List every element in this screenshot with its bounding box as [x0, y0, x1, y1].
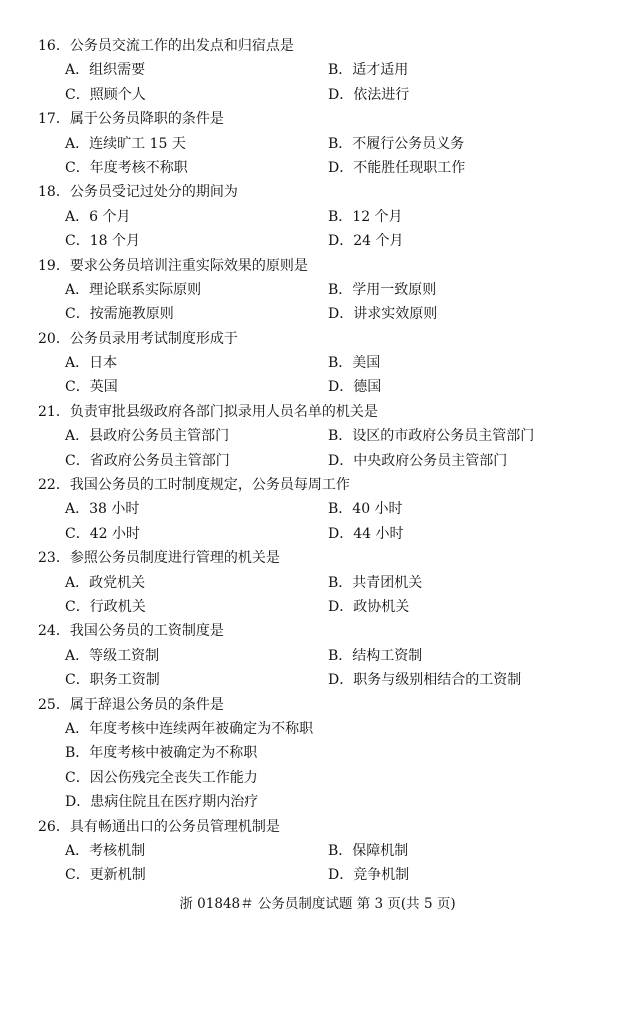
option-letter: C．: [65, 306, 90, 323]
option-letter: C．: [65, 452, 90, 469]
option-row: [0, 497, 635, 521]
answer-option: [65, 351, 117, 375]
question-text: 参照公务员制度进行管理的机关是: [69, 550, 280, 567]
answer-option: [65, 741, 257, 765]
option-text: 日本: [89, 355, 118, 372]
option-text: 12 个月: [352, 208, 403, 225]
option-row: [0, 351, 635, 375]
option-letter: A．: [65, 281, 90, 298]
option-letter: B．: [328, 428, 353, 445]
answer-option: [328, 205, 403, 229]
option-text: 年度考核不称职: [89, 159, 188, 176]
question-stem: [0, 400, 635, 424]
option-letter: D．: [328, 452, 354, 469]
option-letter: B．: [328, 501, 353, 518]
question-text: 具有畅通出口的公务员管理机制是: [69, 818, 280, 835]
option-letter: A．: [65, 428, 90, 445]
option-text: 不能胜任现职工作: [353, 159, 466, 176]
question-stem: [0, 327, 635, 351]
option-text: 按需施教原则: [89, 306, 174, 323]
question-number: 20．: [38, 330, 70, 347]
question-item: [0, 693, 635, 815]
option-text: 职务工资制: [89, 672, 160, 689]
question-text: 属于辞退公务员的条件是: [69, 696, 224, 713]
option-text: 更新机制: [89, 867, 146, 884]
answer-option: [65, 375, 118, 399]
option-row: [0, 522, 635, 546]
option-letter: B．: [328, 574, 353, 591]
question-item: [0, 180, 635, 253]
option-text: 照顾个人: [89, 86, 146, 103]
option-letter: C．: [65, 598, 90, 615]
question-text: 我国公务员的工时制度规定，公务员每周工作: [69, 477, 350, 494]
answer-option: [328, 375, 381, 399]
footer-text: 浙 01848＃ 公务员制度试题 第 3 页(共 5 页): [179, 896, 456, 912]
option-letter: D．: [328, 86, 354, 103]
option-row: [0, 449, 635, 473]
answer-option: [328, 668, 521, 692]
option-text: 理论联系实际原则: [89, 281, 202, 298]
option-text: 学用一致原则: [352, 281, 437, 298]
option-text: 竞争机制: [353, 867, 410, 884]
option-text: 讲求实效原则: [353, 306, 438, 323]
option-row: [0, 424, 635, 448]
question-stem: [0, 619, 635, 643]
option-text: 适才适用: [352, 62, 409, 79]
question-number: 21．: [38, 403, 70, 420]
option-text: 结构工资制: [352, 647, 423, 664]
option-letter: D．: [328, 379, 354, 396]
option-row: [0, 302, 635, 326]
question-text: 负责审批县级政府各部门拟录用人员名单的机关是: [69, 403, 378, 420]
option-text: 18 个月: [89, 233, 140, 250]
option-letter: D．: [65, 794, 91, 811]
answer-option: [328, 644, 422, 668]
answer-option: [328, 156, 465, 180]
option-text: 因公伤残完全丧失工作能力: [89, 769, 258, 786]
question-number: 23．: [38, 550, 70, 567]
answer-option: [65, 132, 186, 156]
option-text: 6 个月: [89, 208, 131, 225]
option-text: 英国: [89, 379, 118, 396]
question-number: 25．: [38, 696, 70, 713]
option-letter: A．: [65, 208, 90, 225]
option-letter: B．: [328, 647, 353, 664]
answer-option: [328, 83, 409, 107]
question-number: 22．: [38, 477, 70, 494]
option-text: 24 个月: [353, 233, 404, 250]
option-letter: A．: [65, 135, 90, 152]
answer-option: [328, 571, 422, 595]
option-letter: A．: [65, 62, 90, 79]
option-letter: D．: [328, 525, 354, 542]
answer-option: [65, 156, 188, 180]
question-item: [0, 327, 635, 400]
option-letter: B．: [65, 745, 90, 762]
option-row: [0, 839, 635, 863]
option-row: [0, 571, 635, 595]
option-letter: C．: [65, 159, 90, 176]
option-letter: B．: [328, 135, 353, 152]
option-letter: D．: [328, 306, 354, 323]
question-stem: [0, 180, 635, 204]
option-text: 年度考核中被确定为不称职: [89, 745, 258, 762]
option-letter: B．: [328, 355, 353, 372]
option-text: 中央政府公务员主管部门: [353, 452, 508, 469]
answer-option: [65, 766, 258, 790]
answer-option: [65, 717, 313, 741]
option-text: 美国: [352, 355, 381, 372]
answer-option: [65, 790, 258, 814]
option-text: 不履行公务员义务: [352, 135, 465, 152]
option-text: 44 小时: [353, 525, 404, 542]
option-text: 省政府公务员主管部门: [89, 452, 230, 469]
question-text: 我国公务员的工资制度是: [69, 623, 224, 640]
answer-option: [328, 132, 464, 156]
answer-option: [328, 863, 409, 887]
answer-option: [65, 644, 159, 668]
option-letter: C．: [65, 379, 90, 396]
option-text: 42 小时: [89, 525, 140, 542]
answer-option: [328, 522, 404, 546]
option-text: 组织需要: [89, 62, 146, 79]
option-row: [0, 595, 635, 619]
option-text: 政协机关: [353, 598, 410, 615]
option-letter: C．: [65, 867, 90, 884]
option-text: 38 小时: [89, 501, 140, 518]
option-letter: A．: [65, 842, 90, 859]
answer-option: [65, 278, 201, 302]
answer-option: [328, 595, 409, 619]
answer-option: [328, 351, 380, 375]
option-row: [0, 766, 635, 790]
answer-option: [328, 839, 408, 863]
answer-option: [65, 424, 229, 448]
option-letter: C．: [65, 233, 90, 250]
answer-option: [65, 58, 145, 82]
option-text: 保障机制: [352, 842, 409, 859]
option-text: 患病住院且在医疗期内治疗: [90, 794, 259, 811]
question-item: [0, 619, 635, 692]
question-item: [0, 34, 635, 107]
option-row: [0, 644, 635, 668]
option-row: [0, 229, 635, 253]
option-letter: D．: [328, 233, 354, 250]
option-row: [0, 278, 635, 302]
question-number: 18．: [38, 184, 70, 201]
option-row: [0, 156, 635, 180]
answer-option: [328, 278, 436, 302]
option-letter: C．: [65, 86, 90, 103]
option-text: 共青团机关: [352, 574, 423, 591]
question-item: [0, 400, 635, 473]
option-text: 连续旷工 15 天: [89, 135, 186, 152]
option-letter: C．: [65, 769, 90, 786]
question-stem: [0, 34, 635, 58]
question-text: 公务员受记过处分的期间为: [69, 184, 238, 201]
question-stem: [0, 254, 635, 278]
option-letter: B．: [328, 281, 353, 298]
option-row: [0, 132, 635, 156]
question-item: [0, 546, 635, 619]
option-text: 县政府公务员主管部门: [89, 428, 230, 445]
answer-option: [65, 571, 145, 595]
option-letter: A．: [65, 647, 90, 664]
option-row: [0, 790, 635, 814]
option-letter: B．: [328, 208, 353, 225]
question-text: 公务员录用考试制度形成于: [69, 330, 238, 347]
option-letter: A．: [65, 574, 90, 591]
option-row: [0, 741, 635, 765]
question-stem: [0, 815, 635, 839]
question-stem: [0, 546, 635, 570]
question-stem: [0, 693, 635, 717]
option-letter: B．: [328, 842, 353, 859]
answer-option: [65, 205, 130, 229]
answer-option: [65, 83, 146, 107]
option-letter: C．: [65, 672, 90, 689]
question-stem: [0, 473, 635, 497]
answer-option: [328, 302, 437, 326]
option-letter: A．: [65, 501, 90, 518]
option-letter: A．: [65, 720, 90, 737]
option-letter: C．: [65, 525, 90, 542]
answer-option: [65, 839, 145, 863]
option-text: 考核机制: [89, 842, 146, 859]
option-letter: A．: [65, 355, 90, 372]
question-stem: [0, 107, 635, 131]
option-letter: D．: [328, 159, 354, 176]
option-text: 行政机关: [89, 598, 146, 615]
answer-option: [65, 863, 146, 887]
answer-option: [328, 58, 408, 82]
option-row: [0, 83, 635, 107]
option-text: 设区的市政府公务员主管部门: [352, 428, 535, 445]
option-text: 德国: [353, 379, 382, 396]
option-text: 年度考核中连续两年被确定为不称职: [89, 720, 314, 737]
option-letter: D．: [328, 672, 354, 689]
option-text: 依法进行: [353, 86, 410, 103]
question-item: [0, 473, 635, 546]
question-number: 17．: [38, 111, 70, 128]
question-number: 26．: [38, 818, 70, 835]
answer-option: [328, 497, 403, 521]
question-number: 24．: [38, 623, 70, 640]
option-row: [0, 863, 635, 887]
option-letter: B．: [328, 62, 353, 79]
option-letter: D．: [328, 598, 354, 615]
option-text: 政党机关: [89, 574, 146, 591]
exam-page: [0, 34, 635, 888]
answer-option: [65, 522, 140, 546]
question-item: [0, 815, 635, 888]
answer-option: [65, 497, 139, 521]
question-number: 19．: [38, 257, 70, 274]
answer-option: [65, 229, 140, 253]
answer-option: [65, 449, 230, 473]
option-row: [0, 717, 635, 741]
option-row: [0, 375, 635, 399]
option-row: [0, 668, 635, 692]
option-letter: D．: [328, 867, 354, 884]
answer-option: [328, 449, 507, 473]
option-text: 职务与级别相结合的工资制: [353, 672, 522, 689]
question-text: 属于公务员降职的条件是: [69, 111, 224, 128]
answer-option: [328, 424, 534, 448]
question-text: 要求公务员培训注重实际效果的原则是: [69, 257, 308, 274]
option-text: 40 小时: [352, 501, 403, 518]
option-text: 等级工资制: [89, 647, 160, 664]
answer-option: [65, 668, 160, 692]
answer-option: [65, 595, 146, 619]
question-number: 16．: [38, 38, 70, 54]
option-row: [0, 205, 635, 229]
question-item: [0, 254, 635, 327]
answer-option: [328, 229, 404, 253]
question-text: 公务员交流工作的出发点和归宿点是: [69, 38, 294, 54]
page-footer: [0, 893, 635, 915]
question-item: [0, 107, 635, 180]
answer-option: [65, 302, 174, 326]
option-row: [0, 58, 635, 82]
